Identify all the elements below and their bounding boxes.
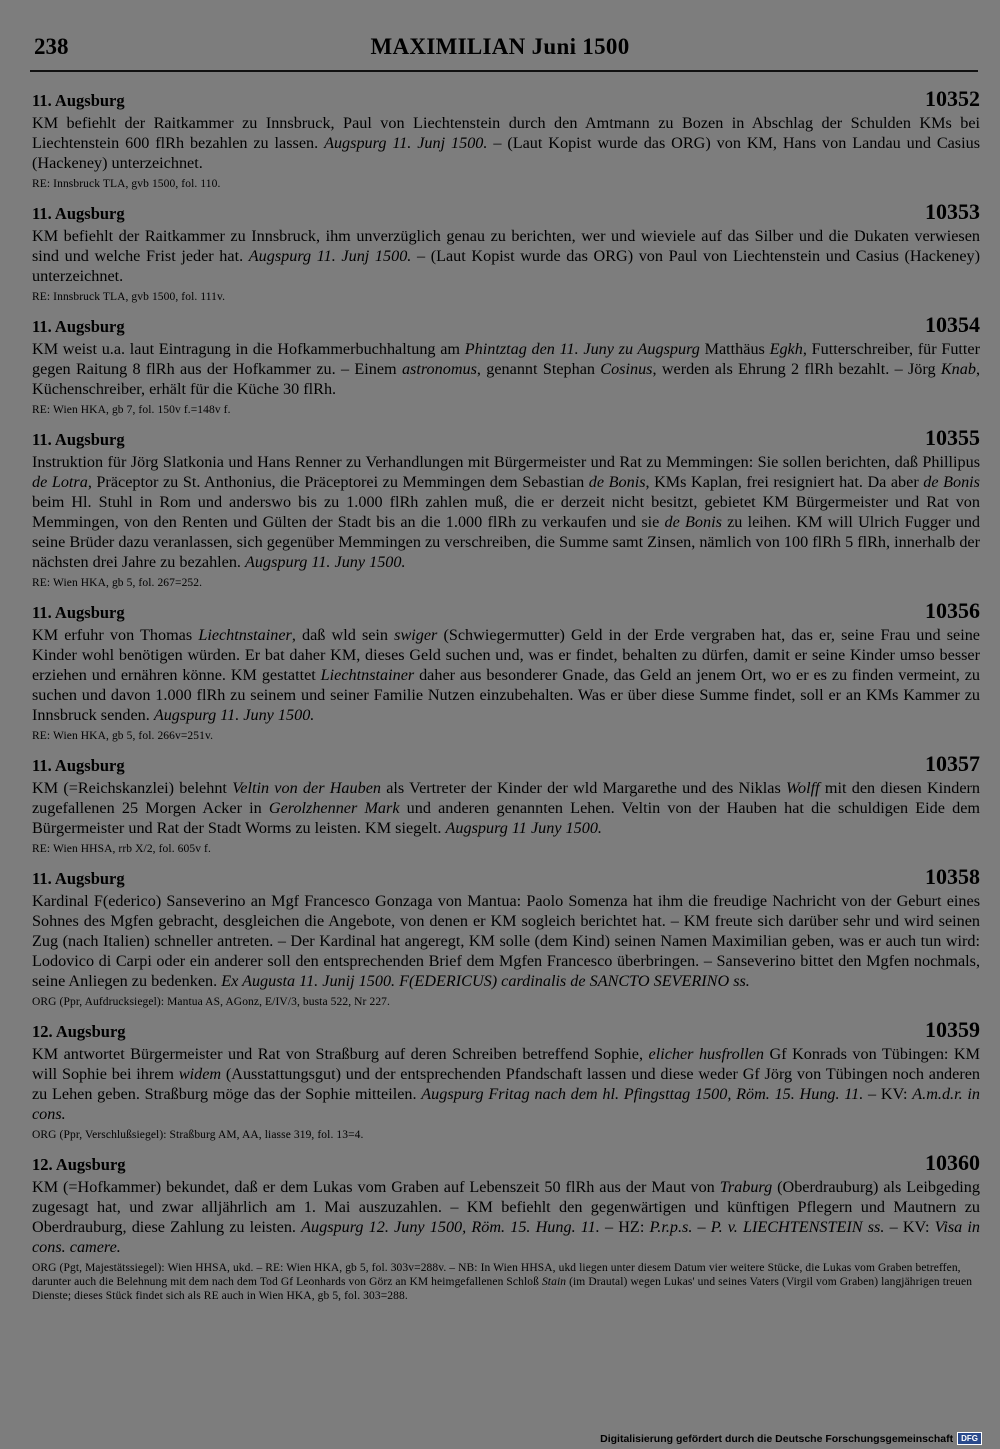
regest-entry bbox=[32, 86, 980, 191]
regest-entry bbox=[32, 1150, 980, 1303]
entry-number: 10358 bbox=[925, 864, 980, 889]
entry-header bbox=[32, 1150, 980, 1177]
entry-source: RE: Wien HKA, gb 5, fol. 266v=251v. bbox=[32, 730, 214, 742]
entry-date: 11. Augsburg bbox=[32, 430, 125, 449]
regest-entry bbox=[32, 1017, 980, 1142]
entry-body: Instruktion für Jörg Slatkonia und Hans Renner zu Verhandlungen mit Bürgermeister und Rat zu Memmingen: Sie sollen berichten, daß Phillipus de Lotra, Präceptor zu St. Anthonius, die Präceptorei zu Memmingen dem Sebastian de Bonis, KMs Kaplan, frei resigniert hat. Da aber de Bonis beim Hl. Stuhl in Rom und anderswo bis zu 1.000 flRh zahlen muß, die er derzeit nicht besitzt, gebietet KM Bürgermeister und Rat von Memmingen, von den Renten und Gülten der Stadt bis an die 1.000 flRh zu verkaufen und sie de Bonis zu leihen. KM will Ulrich Fugger und seine Brüder dazu veranlassen, sich gegenüber Memmingen zu verschreiben, die Summe samt Zinsen, nämlich von 100 flRh 5 flRh, innerhalb der nächsten drei Jahre zu bezahlen. Augspurg 11. Juny 1500. bbox=[32, 453, 981, 571]
entry-header bbox=[32, 425, 980, 452]
entry-header bbox=[32, 751, 980, 778]
entry-header bbox=[32, 598, 980, 625]
entry-body: KM (=Hofkammer) bekundet, daß er dem Lukas vom Graben auf Lebenszeit 50 flRh aus der Maut von Traburg (Oberdrauburg) als Leibgeding zugesagt hat, und zwar alljährlich am 1. Mai auszuzahlen. – KM befiehlt den gegenwärtigen und künftigen Pflegern und Mautnern zu Oberdrauburg, diese Zahlung zu leisten. Augspurg 12. Juny 1500, Röm. 15. Hung. 11. – HZ: P.r.p.s. – P. v. LIECHTENSTEIN ss. – KV: Visa in cons. camere. bbox=[32, 1178, 980, 1256]
entry-date: 11. Augsburg bbox=[32, 91, 125, 110]
entry-number: 10356 bbox=[925, 598, 980, 623]
entry-number: 10354 bbox=[925, 312, 980, 337]
regest-entry bbox=[32, 598, 980, 743]
entry-header bbox=[32, 312, 980, 339]
header-rule bbox=[30, 70, 978, 72]
entry-source: ORG (Pgt, Majestätssiegel): Wien HHSA, ukd. – RE: Wien HKA, gb 5, fol. 303v=288v. – NB: In Wien HHSA, ukd liegen unter diesem Datum vier weitere Stücke, die Lukas vom Graben betreffen, darunter auch die Belehnung mit dem nach dem Tod Gf Leonhards von Görz an KM heimgefallenen Schloß Stain (im Drautal) wegen Lukas' und seines Vaters (Virgil vom Graben) langjährigen treuen Dienste; dieses Stück findet sich als RE auch in Wien HKA, gb 5, fol. 303=288. bbox=[32, 1262, 973, 1302]
entry-header bbox=[32, 86, 980, 113]
entry-source: RE: Wien HKA, gb 7, fol. 150v f.=148v f. bbox=[32, 404, 231, 416]
entry-body: KM befiehlt der Raitkammer zu Innsbruck, Paul von Liechtenstein durch den Amtmann zu Bozen in Abschlag der Schulden KMs bei Liechtenstein 600 flRh bezahlen zu lassen. Augspurg 11. Junj 1500. – (Laut Kopist wurde das ORG) von KM, Hans von Landau und Casius (Hackeney) unterzeichnet. bbox=[32, 114, 980, 172]
entry-number: 10352 bbox=[925, 86, 980, 111]
regest-entry bbox=[32, 425, 980, 590]
regest-entry bbox=[32, 751, 980, 856]
entry-header bbox=[32, 864, 980, 891]
regest-entry bbox=[32, 312, 980, 417]
footer bbox=[600, 1432, 982, 1445]
entries-list bbox=[32, 86, 980, 1311]
entry-body: KM antwortet Bürgermeister und Rat von Straßburg auf deren Schreiben betreffend Sophie, elicher husfrollen Gf Konrads von Tübingen: KM will Sophie bei ihrem widem (Ausstattungsgut) und der entsprechenden Pfandschaft lassen und diese weder Gf Jörg von Tübingen noch anderen zu Lehen geben. Straßburg möge das der Sophie mitteilen. Augspurg Fritag nach dem hl. Pfingsttag 1500, Röm. 15. Hung. 11. – KV: A.m.d.r. in cons. bbox=[32, 1045, 980, 1123]
entry-number: 10359 bbox=[925, 1017, 980, 1042]
entry-body: KM (=Reichskanzlei) belehnt Veltin von der Hauben als Vertreter der Kinder der wld Margarethe und des Niklas Wolff mit den diesen Kindern zugefallenen 25 Morgen Acker in Gerolzhenner Mark und anderen genannten Lehen. Veltin von der Hauben hat die schuldigen Eide dem Bürgermeister und Rat der Stadt Worms zu leisten. KM siegelt. Augspurg 11 Juny 1500. bbox=[32, 779, 980, 837]
dfg-logo-icon: DFG bbox=[957, 1432, 982, 1445]
entry-number: 10355 bbox=[925, 425, 980, 450]
entry-source: RE: Innsbruck TLA, gvb 1500, fol. 110. bbox=[32, 178, 221, 190]
entry-date: 12. Augsburg bbox=[32, 1022, 126, 1041]
entry-date: 11. Augsburg bbox=[32, 317, 125, 336]
regest-entry bbox=[32, 864, 980, 1009]
entry-date: 11. Augsburg bbox=[32, 869, 125, 888]
running-title: MAXIMILIAN Juni 1500 bbox=[370, 34, 630, 59]
entry-body: KM erfuhr von Thomas Liechtnstainer, daß wld sein swiger (Schwiegermutter) Geld in der Erde vergraben hat, das er, seine Frau und seine Kinder wohl benötigen würden. Er bat daher KM, dieses Geld suchen und, was er findet, behalten zu dürfen, damit er seine Kinder umso besser erziehen und ernähren könne. KM gestattet Liechtnstainer daher aus besonderer Gnade, das Geld an jenem Ort, wo er es zu finden vermeint, zu suchen und davon 1.000 flRh zu seinem und seiner Familie Nutzen einzubehalten. Was er über diese Summe findet, soll er an KMs Kammer zu Innsbruck senden. Augspurg 11. Juny 1500. bbox=[32, 626, 980, 724]
entry-date: 11. Augsburg bbox=[32, 204, 125, 223]
regest-entry bbox=[32, 199, 980, 304]
entry-body: KM befiehlt der Raitkammer zu Innsbruck, ihm unverzüglich genau zu berichten, wer und wieviele auf das Silber und die Dukaten verwiesen sind und welche Frist jeder hat. Augspurg 11. Junj 1500. – (Laut Kopist wurde das ORG) von Paul von Liechtenstein und Casius (Hackeney) unterzeichnet. bbox=[32, 227, 980, 285]
entry-source: RE: Innsbruck TLA, gvb 1500, fol. 111v. bbox=[32, 291, 226, 303]
entry-number: 10360 bbox=[925, 1150, 980, 1175]
entry-header bbox=[32, 1017, 980, 1044]
entry-number: 10357 bbox=[925, 751, 980, 776]
entry-date: 11. Augsburg bbox=[32, 603, 125, 622]
entry-source: ORG (Ppr, Verschlußsiegel): Straßburg AM, AA, liasse 319, fol. 13=4. bbox=[32, 1129, 364, 1141]
entry-body: Kardinal F(ederico) Sanseverino an Mgf Francesco Gonzaga von Mantua: Paolo Somenza hat ihm die freudige Nachricht von der Geburt eines Sohnes des Mgfen gebracht, desgleichen die Angebote, von denen er KM sogleich berichtet hat. – KM freute sich darüber sehr und wird seinen Zug (nach Italien) schneller antreten. – Der Kardinal hat angeregt, KM solle (dem Kind) seinen Namen Maximilian geben, was er auch tun wird: Lodovico di Carpi oder ein anderer soll den entsprechenden Brief dem Mgfen Francesco überbringen. – Sanseverino bittet den Mgfen nochmals, seine Anliegen zu bedenken. Ex Augusta 11. Junij 1500. F(EDERICUS) cardinalis de SANCTO SEVERINO ss. bbox=[32, 892, 980, 990]
page-number: 238 bbox=[34, 34, 69, 59]
footer-text: Digitalisierung gefördert durch die Deutsche Forschungsgemeinschaft bbox=[600, 1432, 954, 1445]
entry-number: 10353 bbox=[925, 199, 980, 224]
entry-source: ORG (Ppr, Aufdrucksiegel): Mantua AS, AGonz, E/IV/3, busta 522, Nr 227. bbox=[32, 996, 390, 1008]
entry-source: RE: Wien HHSA, rrb X/2, fol. 605v f. bbox=[32, 843, 211, 855]
entry-header bbox=[32, 199, 980, 226]
entry-date: 12. Augsburg bbox=[32, 1155, 126, 1174]
entry-source: RE: Wien HKA, gb 5, fol. 267=252. bbox=[32, 577, 203, 589]
entry-date: 11. Augsburg bbox=[32, 756, 125, 775]
entry-body: KM weist u.a. laut Eintragung in die Hofkammerbuchhaltung am Phintztag den 11. Juny zu Augspurg Matthäus Egkh, Futterschreiber, für Futter gegen Raitung 8 flRh aus der Hofkammer zu. – Einem astronomus, genannt Stephan Cosinus, werden als Ehrung 2 flRh bezahlt. – Jörg Knab, Küchenschreiber, erhält für die Küche 30 flRh. bbox=[32, 340, 980, 398]
